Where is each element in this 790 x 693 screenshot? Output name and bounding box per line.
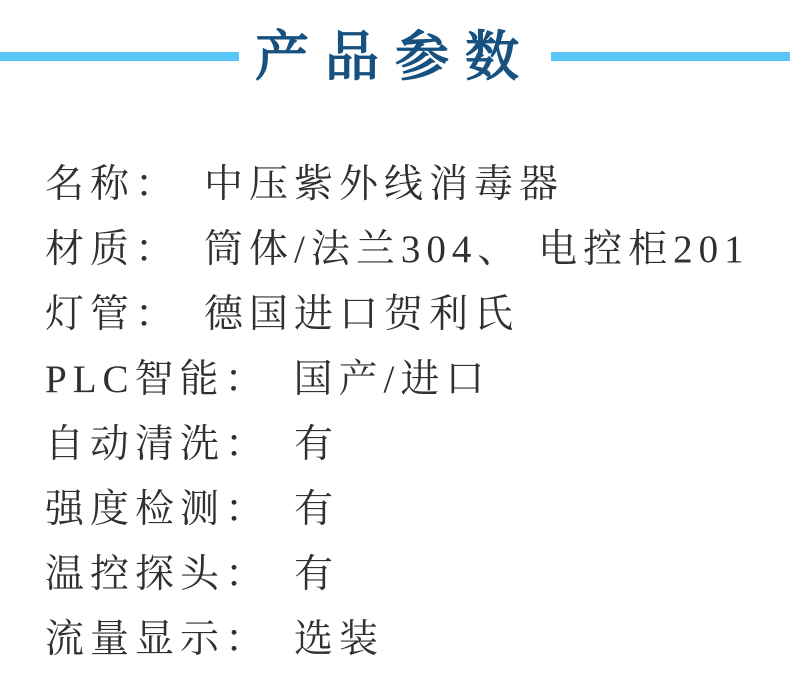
parameter-row-temperature	[45, 542, 790, 607]
section-title: 产品参数	[255, 27, 535, 87]
divider-line-right	[551, 52, 790, 61]
parameter-value: 有	[294, 553, 340, 596]
parameter-row-intensity	[45, 477, 790, 542]
parameter-value: 中压紫外线消毒器	[204, 163, 565, 206]
parameter-value: 筒体/法兰304、 电控柜201	[204, 228, 750, 271]
parameter-row-autoclean	[45, 412, 790, 477]
parameter-row-plc	[45, 347, 790, 412]
parameter-label: 流量显示：	[45, 618, 271, 661]
parameter-value: 有	[294, 488, 340, 531]
section-header	[0, 0, 790, 110]
parameter-label: 灯管：	[45, 293, 181, 336]
parameter-label: 自动清洗：	[45, 423, 271, 466]
parameter-row-material	[45, 217, 790, 282]
parameter-label: PLC智能：	[45, 358, 270, 401]
parameter-row-flow	[45, 607, 790, 672]
parameter-label: 温控探头：	[45, 553, 271, 596]
parameter-value: 有	[294, 423, 340, 466]
parameter-label: 名称：	[45, 163, 181, 206]
parameter-row-lamp	[45, 282, 790, 347]
parameter-value: 国产/进口	[293, 358, 491, 401]
parameter-row-name	[45, 152, 790, 217]
parameter-label: 材质：	[45, 228, 181, 271]
parameter-value: 德国进口贺利氏	[204, 293, 520, 336]
parameter-list	[45, 152, 790, 672]
parameter-value: 选装	[294, 618, 385, 661]
parameter-label: 强度检测：	[45, 488, 271, 531]
